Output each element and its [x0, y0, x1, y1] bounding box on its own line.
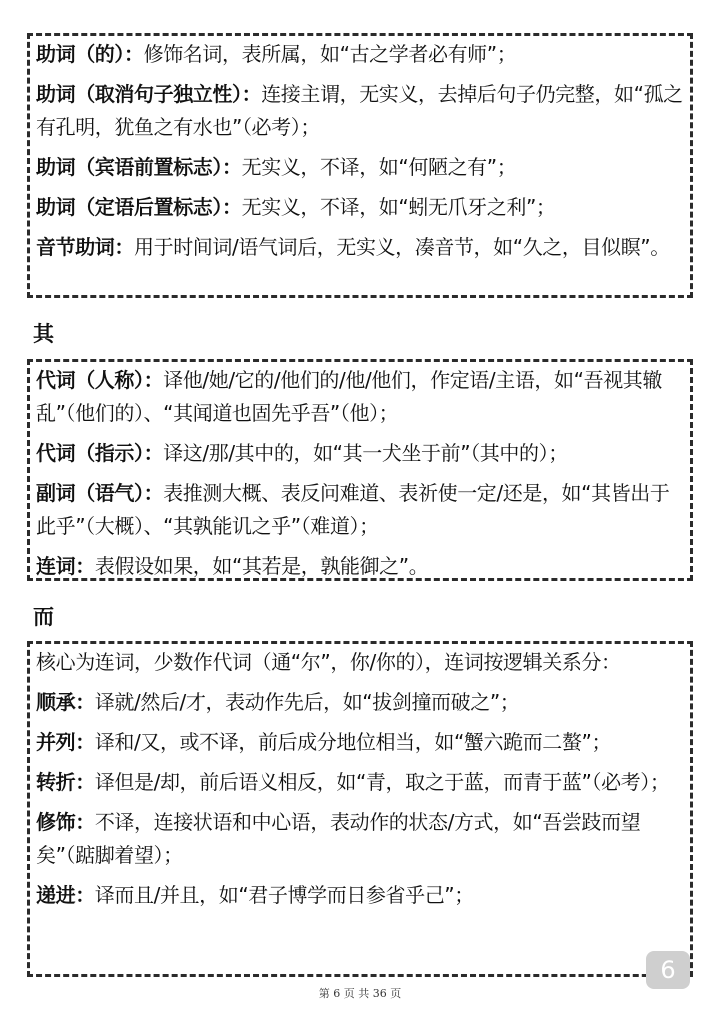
entry-qi-4	[36, 550, 684, 583]
entry-term: 助词（取消句子独立性）：	[36, 82, 262, 106]
entry-text: 表推测大概、表反问难道、表祈使一定/还是，如“其皆出于此乎”（大概）、“其孰能讥之乎”（难道）；	[36, 481, 670, 538]
entry-term: 助词（的）：	[36, 42, 144, 66]
entry-zhi-5	[36, 231, 684, 264]
entry-text: 译这/那/其中的，如“其一犬坐于前”（其中的）；	[163, 441, 568, 465]
entry-text: 连接主谓，无实义，去掉后句子仍完整，如“孤之有孔明，犹鱼之有水也”（必考）；	[36, 82, 683, 139]
entry-term: 转折：	[36, 770, 95, 794]
entry-term: 副词（语气）：	[36, 481, 164, 505]
page-footer: 第 6 页 共 36 页	[318, 987, 402, 1000]
entry-term: 连词：	[36, 554, 95, 578]
entry-er-3	[36, 766, 684, 799]
entry-text: 修饰名词，表所属，如“古之学者必有师”；	[143, 42, 517, 66]
entry-zhi-2	[36, 78, 684, 144]
entry-zhi-4	[36, 191, 684, 224]
entry-text: 无实义，不译，如“何陋之有”；	[241, 155, 517, 179]
entry-text: 译但是/却，前后语义相反，如“青，取之于蓝，而青于蓝”（必考）；	[94, 770, 670, 794]
entry-text: 译就/然后/才，表动作先后，如“拔剑撞而破之”；	[94, 690, 520, 714]
qi-box	[27, 359, 693, 581]
entry-qi-1	[36, 364, 684, 430]
entry-term: 助词（宾语前置标志）：	[36, 155, 242, 179]
er-box	[27, 641, 693, 977]
entry-text: 译和/又，或不译，前后成分地位相当，如“蟹六跪而二螯”；	[94, 730, 612, 754]
entry-text: 译而且/并且，如“君子博学而日参省乎己”；	[94, 883, 474, 907]
entry-term: 代词（人称）：	[36, 368, 164, 392]
entry-er-5	[36, 879, 684, 912]
entry-text: 译他/她/它的/他们的/他/他们，作定语/主语，如“吾视其辙乱”（他们的）、“其闻道也固先乎吾”（他）；	[36, 368, 662, 425]
page-number-badge: 6	[646, 951, 690, 989]
entry-term: 助词（定语后置标志）：	[36, 195, 242, 219]
entry-text: 不译，连接状语和中心语，表动作的状态/方式，如“吾尝跂而望矣”（踮脚着望）；	[36, 810, 641, 867]
entry-er-2	[36, 726, 684, 759]
er-intro: 核心为连词，少数作代词（通“尔”，你/你的），连词按逻辑关系分：	[36, 650, 621, 674]
entry-term: 顺承：	[36, 690, 95, 714]
entry-text: 表假设如果，如“其若是，孰能御之”。	[94, 554, 429, 578]
section-heading-er: 而	[33, 605, 54, 629]
entry-er-4	[36, 806, 684, 872]
entry-term: 代词（指示）：	[36, 441, 164, 465]
entry-term: 递进：	[36, 883, 95, 907]
entry-er-1	[36, 686, 684, 719]
section-heading-qi: 其	[33, 322, 54, 346]
entry-text: 用于时间词/语气词后，无实义，凑音节，如“久之，目似瞑”。	[134, 235, 670, 259]
zhi-box	[27, 33, 693, 298]
entry-zhi-1	[36, 38, 684, 71]
entry-term: 并列：	[36, 730, 95, 754]
entry-term: 修饰：	[36, 810, 95, 834]
entry-qi-2	[36, 437, 684, 470]
entry-text: 无实义，不译，如“蚓无爪牙之利”；	[241, 195, 556, 219]
entry-qi-3	[36, 477, 684, 543]
entry-term: 音节助词：	[36, 235, 134, 259]
entry-zhi-3	[36, 151, 684, 184]
